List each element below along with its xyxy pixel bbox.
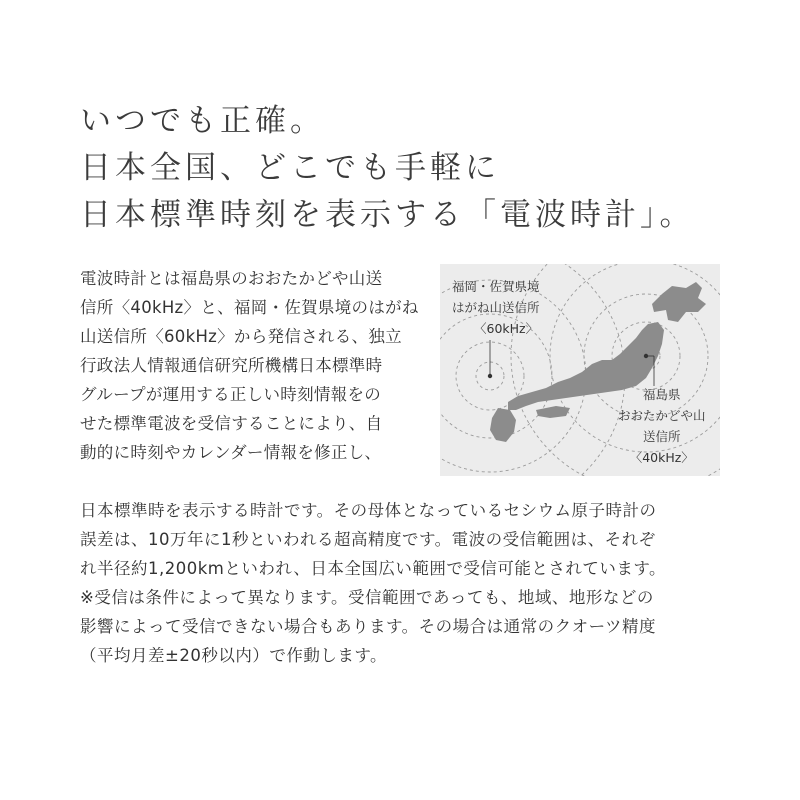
intro-line: せた標準電波を受信することにより、自 [80,414,383,433]
headline-line-3: 日本標準時刻を表示する「電波時計」。 [80,197,695,233]
headline [80,98,760,239]
intro-line: 信所〈40kHz〉と、福岡・佐賀県境のはがね [80,298,419,317]
headline-line-2: 日本全国、どこでも手軽に [80,150,500,186]
intro-line: 電波時計とは福島県のおおたかどや山送 [80,269,383,288]
west-transmitter-dot [488,374,492,378]
body-line: 影響によって受信できない場合もあります。その場合は通常のクオーツ精度 [80,617,657,636]
body-line: ※受信は条件によって異なります。受信範囲であっても、地域、地形などの [80,588,654,607]
intro-line: 動的に時刻やカレンダー情報を修正し、 [80,443,382,462]
intro-line: 山送信所〈60kHz〉から発信される、独立 [80,327,402,346]
intro-line: 行政法人情報通信研究所機構日本標準時 [80,356,383,375]
east-transmitter-dot [644,354,648,358]
body-line: 誤差は、10万年に1秒といわれる超高精度です。電波の受信範囲は、それぞ [80,530,656,549]
west-transmitter-label: 福岡・佐賀県境 はがね山送信所 〈60kHz〉 [452,279,540,336]
east-transmitter-label: 福島県 おおたかどや山 送信所 〈40kHz〉 [618,387,706,465]
intro-line: グループが運用する正しい時刻情報をの [80,385,382,404]
intro-paragraph [80,264,420,467]
japan-map-figure [440,264,720,476]
body-line: 日本標準時を表示する時計です。その母体となっているセシウム原子時計の [80,501,657,520]
body-line: れ半径約1,200kmといわれ、日本全国広い範囲で受信可能とされています。 [80,559,667,578]
body-line: （平均月差±20秒以内）で作動します。 [80,646,388,665]
headline-line-1: いつでも正確。 [80,103,325,139]
body-paragraph [80,496,740,670]
